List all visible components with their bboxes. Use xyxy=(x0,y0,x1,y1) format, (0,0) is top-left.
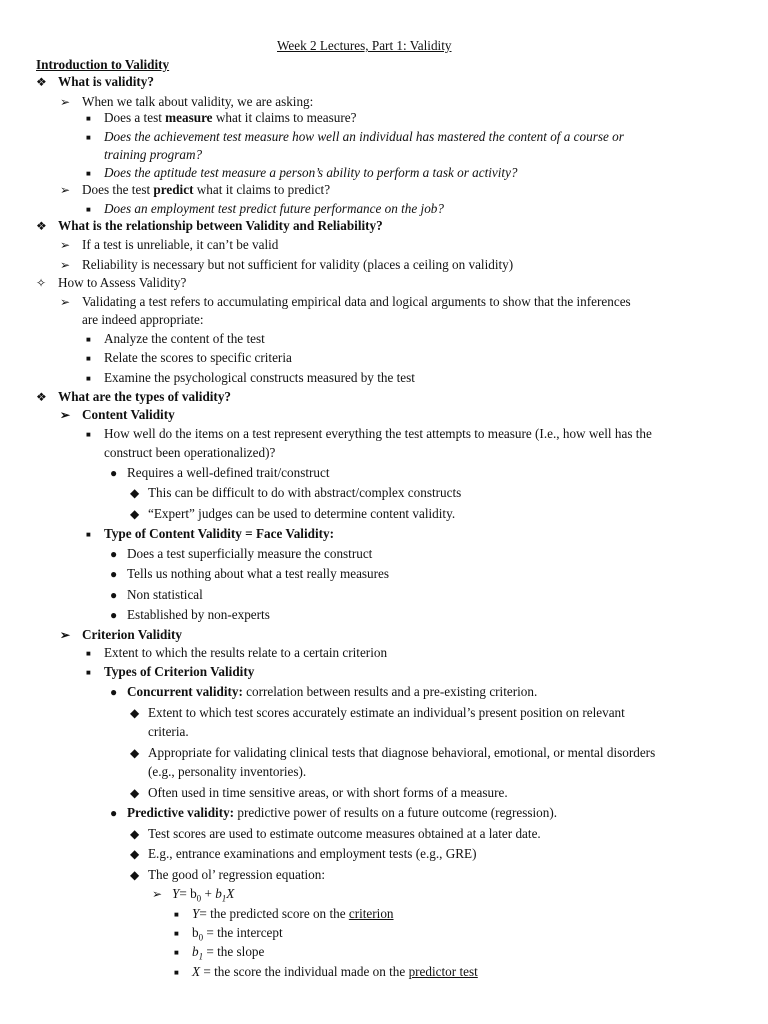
document-title: Week 2 Lectures, Part 1: Validity xyxy=(277,38,452,53)
list-item: Concurrent validity: correlation between results and a pre-existing criterion. xyxy=(127,684,538,699)
square-bullet-icon: ■ xyxy=(86,374,91,383)
square-bullet-icon: ■ xyxy=(86,668,91,677)
list-item: Analyze the content of the test xyxy=(104,331,265,346)
list-item: Extent to which test scores accurately estimate an individual’s present position on relevant xyxy=(148,705,625,720)
dot-bullet-icon: ● xyxy=(110,685,118,699)
list-item: X = the score the individual made on the predictor test xyxy=(192,964,478,979)
square-bullet-icon: ■ xyxy=(174,910,179,919)
list-item: Test scores are used to estimate outcome measures obtained at a later date. xyxy=(148,826,541,841)
small-diamond-bullet-icon: ◆ xyxy=(130,486,140,500)
list-item: Examine the psychological constructs measured by the test xyxy=(104,370,415,385)
list-item: Extent to which the results relate to a certain criterion xyxy=(104,645,388,660)
list-item-continuation: (e.g., personality inventories). xyxy=(148,764,307,779)
list-item: Appropriate for validating clinical tests that diagnose behavioral, emotional, or mental disorders xyxy=(148,745,656,760)
small-diamond-bullet-icon: ◆ xyxy=(130,746,140,760)
list-item: How well do the items on a test represent everything the test attempts to measure (I.e., how well has the xyxy=(104,426,652,441)
arrow-bullet-icon: ➢ xyxy=(60,238,71,252)
list-item: Established by non-experts xyxy=(127,607,270,622)
list-item: Requires a well-defined trait/construct xyxy=(127,465,330,480)
diamond-bullet-icon: ❖ xyxy=(36,75,47,89)
list-item: Does the achievement test measure how well an individual has mastered the content of a course or xyxy=(104,129,624,144)
list-item: $b_1$ = the slope xyxy=(192,944,265,962)
list-item: “Expert” judges can be used to determine content validity. xyxy=(148,506,456,521)
list-item: Validating a test refers to accumulating empirical data and logical arguments to show that the inferences xyxy=(82,294,631,309)
list-item: Relate the scores to specific criteria xyxy=(104,350,292,365)
dot-bullet-icon: ● xyxy=(110,567,118,581)
list-item-continuation: criteria. xyxy=(148,724,189,739)
subheading-face-validity: Type of Content Validity = Face Validity: xyxy=(104,526,335,541)
list-item: Predictive validity: predictive power of results on a future outcome (regression). xyxy=(127,805,558,820)
square-bullet-icon: ■ xyxy=(174,929,179,938)
section-heading: Introduction to Validity xyxy=(36,57,170,72)
square-bullet-icon: ■ xyxy=(174,968,179,977)
arrow-bullet-icon: ➢ xyxy=(60,628,71,642)
list-item: $b_0$ = the intercept xyxy=(192,925,283,943)
square-bullet-icon: ■ xyxy=(86,430,91,439)
question-types-of-validity: What are the types of validity? xyxy=(58,389,232,404)
small-diamond-bullet-icon: ◆ xyxy=(130,868,140,882)
dot-bullet-icon: ● xyxy=(110,806,118,820)
small-diamond-bullet-icon: ◆ xyxy=(130,706,140,720)
dot-bullet-icon: ● xyxy=(110,547,118,561)
list-item: Reliability is necessary but not sufficient for validity (places a ceiling on validity) xyxy=(82,257,514,272)
arrow-bullet-icon: ➢ xyxy=(60,95,71,109)
square-bullet-icon: ■ xyxy=(86,335,91,344)
question-what-is-validity: What is validity? xyxy=(58,74,154,89)
square-bullet-icon: ■ xyxy=(86,169,91,178)
list-item: This can be difficult to do with abstract/complex constructs xyxy=(148,485,462,500)
small-diamond-bullet-icon: ◆ xyxy=(130,847,140,861)
list-item: When we talk about validity, we are asking: xyxy=(82,94,314,109)
list-item: The good ol’ regression equation: xyxy=(148,867,326,882)
diamond-outline-bullet-icon: ✧ xyxy=(36,276,47,290)
square-bullet-icon: ■ xyxy=(86,114,91,123)
subheading-types-criterion-validity: Types of Criterion Validity xyxy=(104,664,255,679)
square-bullet-icon: ■ xyxy=(86,649,91,658)
dot-bullet-icon: ● xyxy=(110,608,118,622)
diamond-bullet-icon: ❖ xyxy=(36,390,47,404)
square-bullet-icon: ■ xyxy=(86,205,91,214)
dot-bullet-icon: ● xyxy=(110,588,118,602)
small-diamond-bullet-icon: ◆ xyxy=(130,507,140,521)
arrow-bullet-icon: ➢ xyxy=(60,183,71,197)
arrow-bullet-icon: ➢ xyxy=(152,887,163,901)
list-item-continuation: construct been operationalized)? xyxy=(104,445,276,460)
list-item: Does a test superficially measure the construct xyxy=(127,546,373,561)
question-validity-reliability: What is the relationship between Validity and Reliability? xyxy=(58,218,383,233)
arrow-bullet-icon: ➢ xyxy=(60,295,71,309)
list-item: Often used in time sensitive areas, or with short forms of a measure. xyxy=(148,785,508,800)
square-bullet-icon: ■ xyxy=(86,354,91,363)
square-bullet-icon: ■ xyxy=(86,133,91,142)
list-item-continuation: are indeed appropriate: xyxy=(82,312,204,327)
dot-bullet-icon: ● xyxy=(110,466,118,480)
question-assess-validity: How to Assess Validity? xyxy=(58,275,187,290)
subheading-content-validity: Content Validity xyxy=(82,407,175,422)
diamond-bullet-icon: ❖ xyxy=(36,219,47,233)
list-item-continuation: training program? xyxy=(104,147,203,162)
list-item: Y= the predicted score on the criterion xyxy=(192,906,394,921)
arrow-bullet-icon: ➢ xyxy=(60,258,71,272)
arrow-bullet-icon: ➢ xyxy=(60,408,71,422)
regression-equation: $Y= b_0 + b_1X$ xyxy=(172,886,235,904)
list-item: Tells us nothing about what a test really measures xyxy=(127,566,390,581)
list-item: Does an employment test predict future performance on the job? xyxy=(104,201,444,216)
list-item: E.g., entrance examinations and employment tests (e.g., GRE) xyxy=(148,846,477,861)
small-diamond-bullet-icon: ◆ xyxy=(130,786,140,800)
list-item: Does the aptitude test measure a person’s ability to perform a task or activity? xyxy=(104,165,518,180)
square-bullet-icon: ■ xyxy=(174,948,179,957)
square-bullet-icon: ■ xyxy=(86,530,91,539)
list-item: Does the test predict what it claims to predict? xyxy=(82,182,331,197)
list-item: Does a test measure what it claims to measure? xyxy=(104,110,357,125)
subheading-criterion-validity: Criterion Validity xyxy=(82,627,183,642)
small-diamond-bullet-icon: ◆ xyxy=(130,827,140,841)
list-item: Non statistical xyxy=(127,587,203,602)
list-item: If a test is unreliable, it can’t be valid xyxy=(82,237,279,252)
